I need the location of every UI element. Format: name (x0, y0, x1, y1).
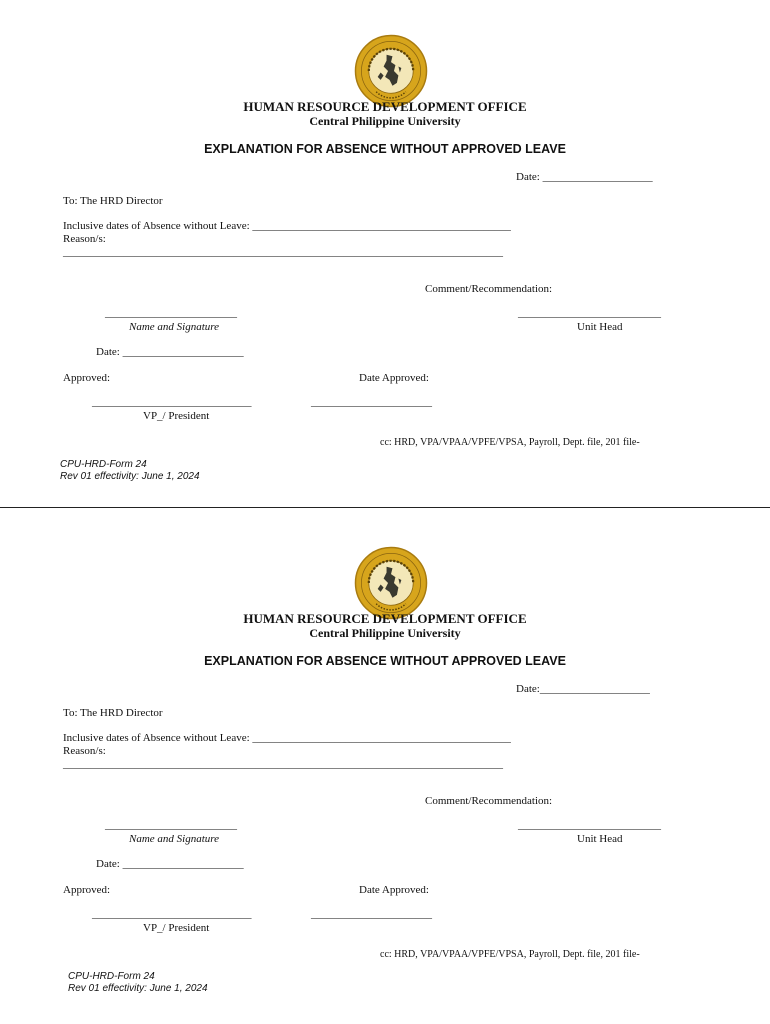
approved-label: Approved: (63, 372, 111, 384)
unit-head-signature-field[interactable]: __________________________ (518, 307, 661, 319)
date-field[interactable]: Date:____________________ (516, 683, 650, 695)
reasons-field[interactable]: ________________________________________________________________________________ (63, 246, 503, 258)
comment-label: Comment/Recommendation: (425, 795, 553, 807)
date-approved-field[interactable]: ______________________ (311, 396, 432, 408)
form-page-2 (0, 512, 770, 1022)
signature-date-field[interactable]: Date: ______________________ (96, 858, 244, 870)
revision-note: Rev 01 effectivity: June 1, 2024 (68, 983, 208, 994)
signature-field[interactable]: ________________________ (105, 307, 237, 319)
inclusive-dates-field[interactable]: Inclusive dates of Absence without Leave: _______________________________________________ (63, 732, 511, 744)
revision-note: Rev 01 effectivity: June 1, 2024 (60, 471, 200, 482)
name-signature-label: Name and Signature (129, 321, 220, 333)
page-divider (0, 507, 770, 508)
reasons-label: Reason/s: (63, 233, 106, 245)
university-name: Central Philippine University (309, 114, 461, 128)
approved-label: Approved: (63, 884, 111, 896)
cc-line: cc: HRD, VPA/VPAA/VPFE/VPSA, Payroll, Dept. file, 201 file- (380, 437, 640, 448)
office-heading: HUMAN RESOURCE DEVELOPMENT OFFICE (243, 611, 527, 626)
university-seal-icon (354, 546, 428, 620)
date-approved-field[interactable]: ______________________ (311, 908, 432, 920)
date-field[interactable]: Date: ____________________ (516, 171, 653, 183)
office-heading: HUMAN RESOURCE DEVELOPMENT OFFICE (243, 99, 527, 114)
vp-president-label: VP_/ President (143, 410, 210, 422)
inclusive-dates-field[interactable]: Inclusive dates of Absence without Leave: _______________________________________________ (63, 220, 511, 232)
vp-signature-field[interactable]: _____________________________ (92, 908, 252, 920)
reasons-label: Reason/s: (63, 745, 106, 757)
cc-line: cc: HRD, VPA/VPAA/VPFE/VPSA, Payroll, Dept. file, 201 file- (380, 949, 640, 960)
date-approved-label: Date Approved: (359, 884, 429, 896)
addressee: To: The HRD Director (63, 195, 163, 207)
date-approved-label: Date Approved: (359, 372, 429, 384)
form-code: CPU-HRD-Form 24 (68, 971, 155, 982)
signature-field[interactable]: ________________________ (105, 819, 237, 831)
form-title: EXPLANATION FOR ABSENCE WITHOUT APPROVED LEAVE (204, 142, 566, 156)
name-signature-label: Name and Signature (129, 833, 220, 845)
unit-head-label: Unit Head (577, 321, 623, 333)
vp-signature-field[interactable]: _____________________________ (92, 396, 252, 408)
university-name: Central Philippine University (309, 626, 461, 640)
form-code: CPU-HRD-Form 24 (60, 459, 147, 470)
unit-head-label: Unit Head (577, 833, 623, 845)
addressee: To: The HRD Director (63, 707, 163, 719)
comment-label: Comment/Recommendation: (425, 283, 553, 295)
form-page-1 (0, 0, 770, 510)
signature-date-field[interactable]: Date: ______________________ (96, 346, 244, 358)
unit-head-signature-field[interactable]: __________________________ (518, 819, 661, 831)
university-seal-icon (354, 34, 428, 108)
vp-president-label: VP_/ President (143, 922, 210, 934)
form-title: EXPLANATION FOR ABSENCE WITHOUT APPROVED LEAVE (204, 654, 566, 668)
reasons-field[interactable]: ________________________________________________________________________________ (63, 758, 503, 770)
